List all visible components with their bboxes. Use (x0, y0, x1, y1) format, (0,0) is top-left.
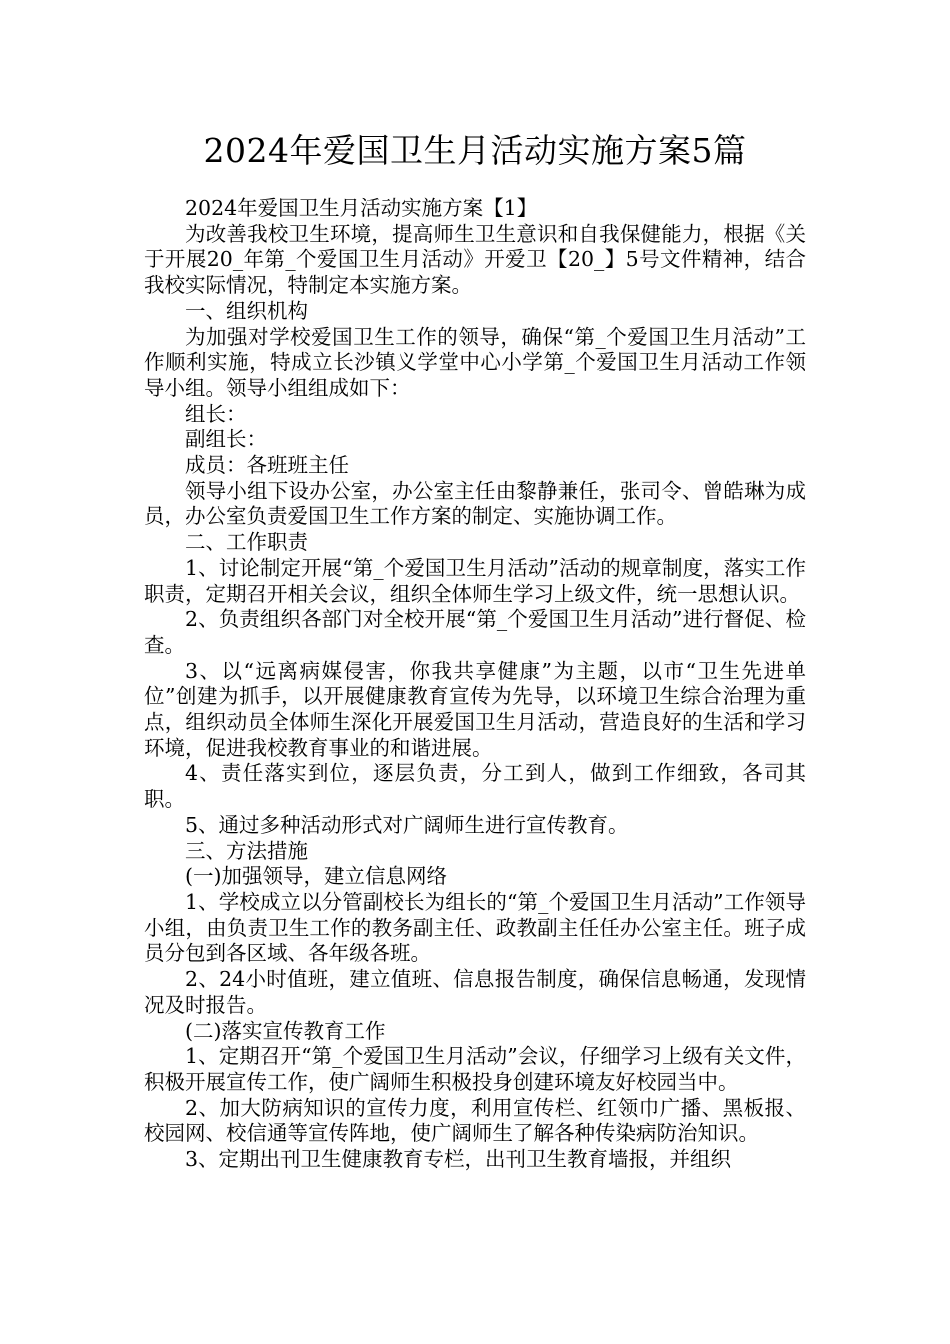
body-paragraph: 1、学校成立以分管副校长为组长的“第_个爱国卫生月活动”工作领导小组，由负责卫生工作的教务副主任、政教副主任任办公室主任。班子成员分包到各区域、各年级各班。 (144, 889, 806, 966)
section-heading: 组长： (185, 401, 247, 426)
body-paragraph: 为加强对学校爱国卫生工作的领导，确保“第_个爱国卫生月活动”工作顺利实施，特成立长沙镇义学堂中心小学第_个爱国卫生月活动工作领导小组。领导小组组成如下： (144, 324, 806, 400)
section-heading: 副组长： (185, 427, 267, 452)
section-heading: (二)落实宣传教育工作 (185, 1018, 386, 1043)
body-paragraph: 领导小组下设办公室，办公室主任由黎静兼任，张司令、曾皓琳为成员，办公室负责爱国卫生工作方案的制定、实施协调工作。 (144, 478, 806, 529)
body-paragraph: 2、24小时值班，建立值班、信息报告制度，确保信息畅通，发现情况及时报告。 (144, 967, 806, 1017)
section-heading: 三、方法措施 (185, 838, 308, 863)
document-title: 2024年爱国卫生月活动实施方案5篇 (203, 131, 747, 170)
body-paragraph: 1、讨论制定开展“第_个爱国卫生月活动”活动的规章制度，落实工作职责，定期召开相关会议，组织全体师生学习上级文件，统一思想认识。 (144, 555, 806, 606)
body-paragraph: 2、负责组织各部门对全校开展“第_个爱国卫生月活动”进行督促、检查。 (144, 607, 806, 657)
body-paragraph: 5、通过多种活动形式对广阔师生进行宣传教育。 (185, 812, 629, 837)
section-heading: 二、工作职责 (185, 530, 308, 555)
section-heading: 一、组织机构 (185, 298, 308, 323)
section-heading: (一)加强领导，建立信息网络 (185, 864, 447, 889)
body-paragraph: 3、定期出刊卫生健康教育专栏，出刊卫生教育墙报，并组织 (185, 1147, 732, 1172)
document-body (144, 196, 806, 1173)
body-paragraph: 4、责任落实到位，逐层负责，分工到人，做到工作细致，各司其职。 (144, 761, 806, 812)
section-heading: 成员：各班班主任 (185, 453, 349, 478)
body-paragraph: 1、定期召开“第_个爱国卫生月活动”会议，仔细学习上级有关文件，积极开展宣传工作，使广阔师生积极投身创建环境友好校园当中。 (144, 1044, 806, 1094)
section-heading: 2024年爱国卫生月活动实施方案【1】 (185, 196, 538, 220)
body-paragraph: 3、以“远离病媒侵害，你我共享健康”为主题，以市“卫生先进单位”创建为抓手，以开展健康教育宣传为先导，以环境卫生综合治理为重点，组织动员全体师生深化开展爱国卫生月活动，营造良好的生活和学习环境，促进我校教育事业的和谐进展。 (144, 658, 806, 760)
body-paragraph: 为改善我校卫生环境，提高师生卫生意识和自我保健能力，根据《关于开展20_年第_个爱国卫生月活动》开爱卫【20_】5号文件精神，结合我校实际情况，特制定本实施方案。 (144, 221, 806, 298)
body-paragraph: 2、加大防病知识的宣传力度，利用宣传栏、红领巾广播、黑板报、校园网、校信通等宣传阵地，使广阔师生了解各种传染病防治知识。 (144, 1095, 806, 1146)
